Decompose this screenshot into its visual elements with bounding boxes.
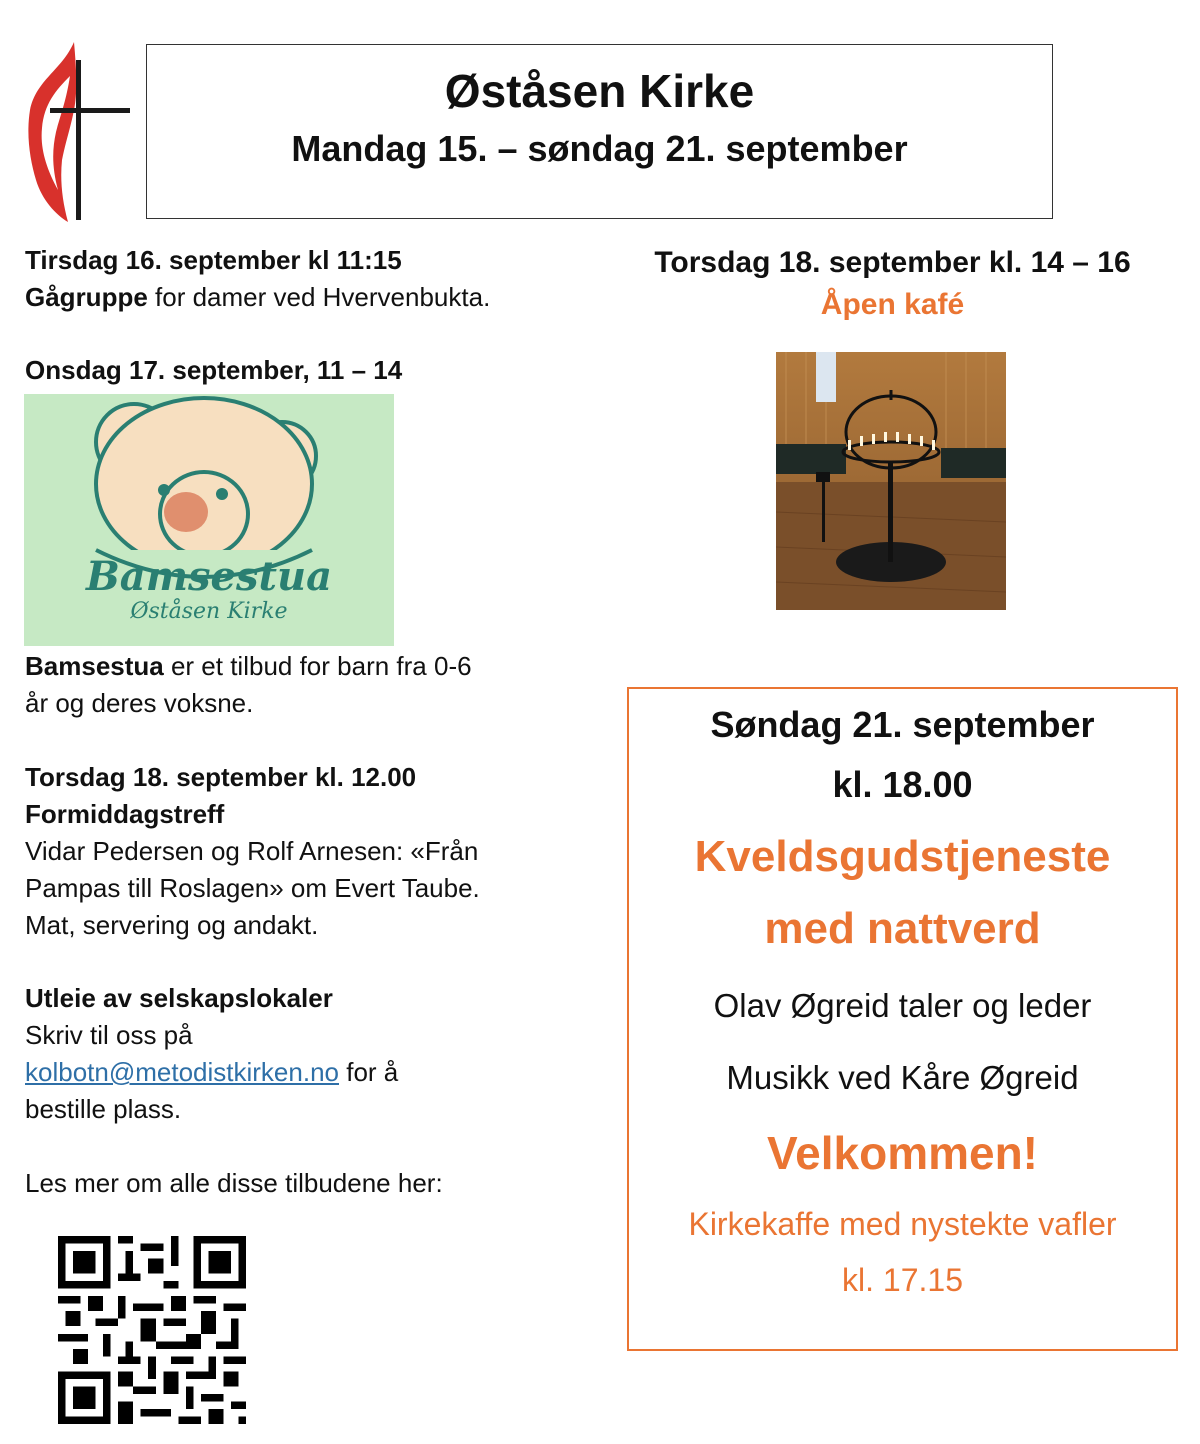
sunday-service-box [627,687,1178,1351]
qr-code[interactable] [58,1236,246,1424]
page-title: Øståsen Kirke [444,65,755,117]
title-box [146,44,1053,219]
walking-group-label: Gågruppe [25,282,148,312]
bamsestua-logo-subtitle: Øståsen Kirke [130,599,288,624]
sunday-time: kl. 18.00 [832,764,973,805]
event-thursday-line2: Pampas till Roslagen» om Evert Taube. [25,873,480,903]
cafe-heading: Torsdag 18. september kl. 14 – 16 [654,246,1131,279]
rental-heading: Utleie av selskapslokaler [25,983,333,1013]
rental-line2-text: for å [339,1057,399,1087]
bamsestua-logo-title: Bamsestua [85,553,332,600]
email-link[interactable]: kolbotn@metodistkirken.no [25,1057,339,1087]
event-tuesday-heading: Tirsdag 16. september kl 11:15 [25,245,402,275]
rental-line3: bestille plass. [25,1094,182,1124]
event-thursday-heading: Torsdag 18. september kl. 12.00 [25,762,417,792]
sunday-date: Søndag 21. september [710,704,1095,745]
service-title-line2: med nattverd [764,904,1041,953]
welcome-text: Velkommen! [767,1127,1038,1179]
bamsestua-desc-line2: år og deres voksne. [25,688,254,718]
page-subtitle: Mandag 15. – søndag 21. september [291,128,908,169]
cafe-subtitle: Åpen kafé [820,288,965,321]
bamsestua-label: Bamsestua [25,651,164,681]
bamsestua-desc-line1 [25,648,472,685]
coffee-text: Kirkekaffe med nystekte vafler [688,1206,1117,1242]
service-title-line1: Kveldsgudstjeneste [694,832,1111,881]
rental-line2 [25,1054,398,1091]
event-thursday-line3: Mat, servering og andakt. [25,910,319,940]
cross-flame-logo [22,40,132,225]
walking-group-text: for damer ved Hvervenbukta. [147,282,491,312]
read-more-text: Les mer om alle disse tilbudene her: [25,1168,443,1198]
event-tuesday-desc [25,279,490,316]
rental-line1: Skriv til oss på [25,1020,193,1050]
chapel-candle-photo [776,352,1006,610]
speaker-text: Olav Øgreid taler og leder [713,987,1092,1024]
event-thursday-title: Formiddagstreff [25,799,225,829]
music-text: Musikk ved Kåre Øgreid [726,1059,1079,1096]
bamsestua-logo [24,394,394,646]
bamsestua-text: er et tilbud for barn fra 0-6 [163,651,472,681]
coffee-time: kl. 17.15 [842,1262,963,1298]
event-thursday-line1: Vidar Pedersen og Rolf Arnesen: «Från [25,836,479,866]
event-wednesday-heading: Onsdag 17. september, 11 – 14 [25,355,403,385]
